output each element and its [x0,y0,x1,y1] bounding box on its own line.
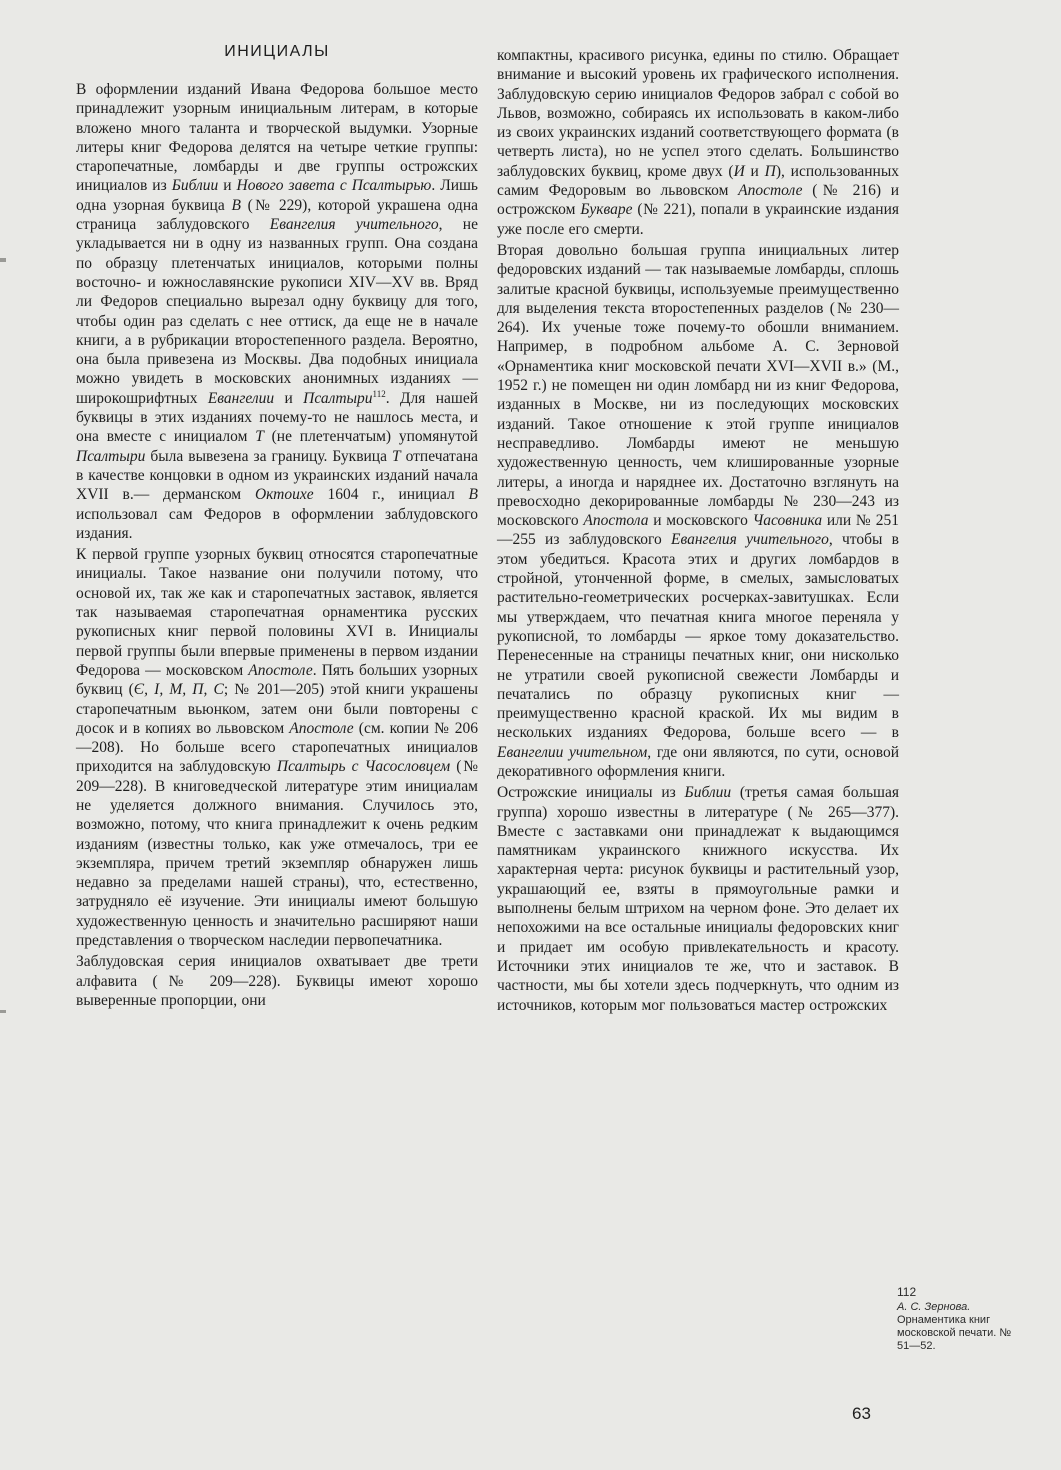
footnote [897,1286,1017,1353]
paragraph: Острожские инициалы из Библии (третья самая большая группа) хорошо известны в литературе (№ 265—377). Вместе с заставками они принадлежат к выдающимся памятникам украинского книжного искусства. Их характерная черта: рисунок буквицы и растительный узор, украшающий ее, взяты в прямоугольные рамки и выполнены белым штрихом на черном фоне. Это делает их непохожими на все остальные инициалы федоровских книг и придает им особую привлекательность и красоту. Источники этих инициалов те же, что и заставок. В частности, мы бы хотели здесь подчеркнуть, что одним из источников, которым мог пользоваться мастер острожских [497,784,899,1014]
paragraph: К первой группе узорных буквиц относятся старопечатные инициалы. Такое название они получили потому, что основой их, так же как и старопечатных заставок, является так называемая старопечатная орнаментика русских рукописных книг первой половины XVI в. Инициалы первой группы были впервые применены в первом издании Федорова — московском Апостоле. Пять больших узорных буквиц (Є, І, М, П, С; № 201—205) этой книги украшены старопечатным вьюнком, затем они были повторены с досок и в копиях во львовском Апостоле (см. копии № 206—208). Но больше всего старопечатных инициалов приходится на заблудовскую Псалтырь с Часословцем (№ 209—228). В книговедческой литературе этим инициалам не уделяется должного внимания. Случилось это, возможно, потому, что книга принадлежит к очень редким изданиям (известны только, как уже отмечалось, три ее экземпляра, причем третий экземпляр обнаружен лишь недавно за пределами нашей страны), что, естественно, затрудняло её изучение. Эти инициалы имеют большую художественную ценность и значительно расширяют наши представления о творческом наследии первопечатника. [76,546,479,950]
paragraph: В оформлении изданий Ивана Федорова большое место принадлежит узорным инициальным литерам, в которые вложено много таланта и творческой выдумки. Узорные литеры книг Федорова делятся на четыре четкие группы: старопечатные, ломбарды и две группы острожских инициалов из Библии и Нового завета с Псалтырью. Лишь одна узорная буквица В (№ 229), которой украшена одна страница заблудовского Евангелия учительного, не укладывается ни в одну из названных групп. Она создана по образцу плетенчатых инициалов, которыми полны восточно- и южнославянские рукописи XIV—XV вв. Вряд ли Федоров специально вырезал одну буквицу для того, чтобы один раз сделать с нее оттиск, да еще не в начале книги, а в рубрикации второстепенного раздела. Вероятно, она была привезена из Москвы. Два подобных инициала можно увидеть в московских анонимных изданиях — широкошрифтных Евангелии и Псалтыри$^{112}$. Для нашей буквицы в этих изданиях почему-то не нашлось места, и она вместе с инициалом Т (не плетенчатым) упомянутой Псалтыри была вывезена за границу. Буквица Т отпечатана в качестве концовки в одном из украинских изданий начала XVII в.— дерманском Октоихе 1604 г., инициал В использовал сам Федоров в оформлении заблудовского издания. [76,81,479,542]
italic-term: Букваре [580,201,633,219]
footnote-author: А. С. Зернова. [897,1301,971,1313]
italic-term: Апостоле [289,719,354,737]
page-number: 63 [852,1404,871,1423]
italic-term: В [468,486,478,504]
footnote-ref: 112 [372,388,386,399]
italic-term: Т [255,428,264,446]
paragraph: компактны, красивого рисунка, едины по стилю. Обращает внимание и высокий уровень их графического исполнения. Заблудовскую серию инициалов Федоров забрал с собой во Львов, возможно, собираясь их использовать в каком-либо из своих украинских изданий соответствующего формата (в четверть листа), но не успел этого сделать. Большинство заблудовских буквиц, кроме двух (И и П), использованных самим Федоровым во львовском Апостоле (№ 216) и острожском Букваре (№ 221), попали в украинские издания уже после его смерти. [497,47,900,238]
scan-edge-mark [0,258,6,262]
scan-edge-mark [0,1010,6,1013]
italic-term: Апостола [583,512,649,530]
italic-term: Т [391,447,401,465]
italic-term: Часовника [752,512,823,530]
footnote-number: 112 [897,1285,917,1299]
italic-term: Евангелия учительного [269,216,439,234]
italic-term: Евангелии [207,389,275,407]
italic-term: Библии [171,177,219,195]
italic-term: В [231,196,241,214]
right-column [497,0,899,1017]
italic-term: И [733,162,745,180]
section-heading: ИНИЦИАЛЫ [224,43,330,60]
italic-term: П [764,162,776,180]
left-column [76,0,478,1012]
italic-term: Библии [684,784,732,802]
italic-term: Апостоле [248,661,313,679]
left-column-text [76,80,478,1010]
italic-term: Евангелии учительном [497,743,648,761]
footnote-title: Орнаментика книг московской печати. № 51—52. [897,1314,1012,1352]
italic-term: Евангелия учительного [671,531,829,549]
italic-term: Нового завета с Псалтырью [236,177,432,195]
paragraph: Заблудовская серия инициалов охватывает две трети алфавита (№ 209—228). Буквицы имеют хорошо выверенные пропорции, они [76,953,478,1009]
italic-term: Апостоле [738,182,803,200]
right-column-text [497,46,899,1015]
italic-term: Псалтырь с Часословцем [276,758,451,776]
paragraph: Вторая довольно большая группа инициальных литер федоровских изданий — так называемые ломбарды, сплошь залитые красной буквицы, используемые преимущественно для выделения текста второстепенных разделов (№ 230—264). Их ученые тоже почему-то обошли вниманием. Например, в подробном альбоме А. С. Зерновой «Орнаментика книг московской печати XVI—XVII в.» (М., 1952 г.) не помещен ни один ломбард ни из книг Федорова, изданных в Москве, ни из последующих московских изданий. Такое отношение к этой группе инициалов несправедливо. Ломбарды имеют не меньшую художественную ценность, чем клишированные узорные литеры, а иногда и наряднее их. Достаточно взглянуть на превосходно декорированные ломбарды № 230—243 из московского Апостола и московского Часовника или № 251—255 из заблудовского Евангелия учительного, чтобы в этом убедиться. Красота этих и других ломбардов в стройной, утонченной форме, в смелых, замысловатых растительно-геометрических росчерках-завитушках. Если мы утверждаем, что печатная книга многое переняла у рукописной, то ломбарды — яркое тому доказательство. Перенесенные на страницы печатных книг, они нисколько не утратили своей рукописной свежести Ломбарды и печатались по образцу рукописных книг — преимущественно красной краской. Их мы видим в нескольких изданиях Федорова, больше всего — в Евангелии учительном, где они являются, по сути, основой декоративного оформления книги. [497,241,900,780]
italic-term: Псалтыри [76,447,146,465]
italic-term: Є, І, М, П, С [133,681,224,699]
italic-term: Октоихе [254,486,314,504]
italic-term: Псалтыри [303,389,373,407]
